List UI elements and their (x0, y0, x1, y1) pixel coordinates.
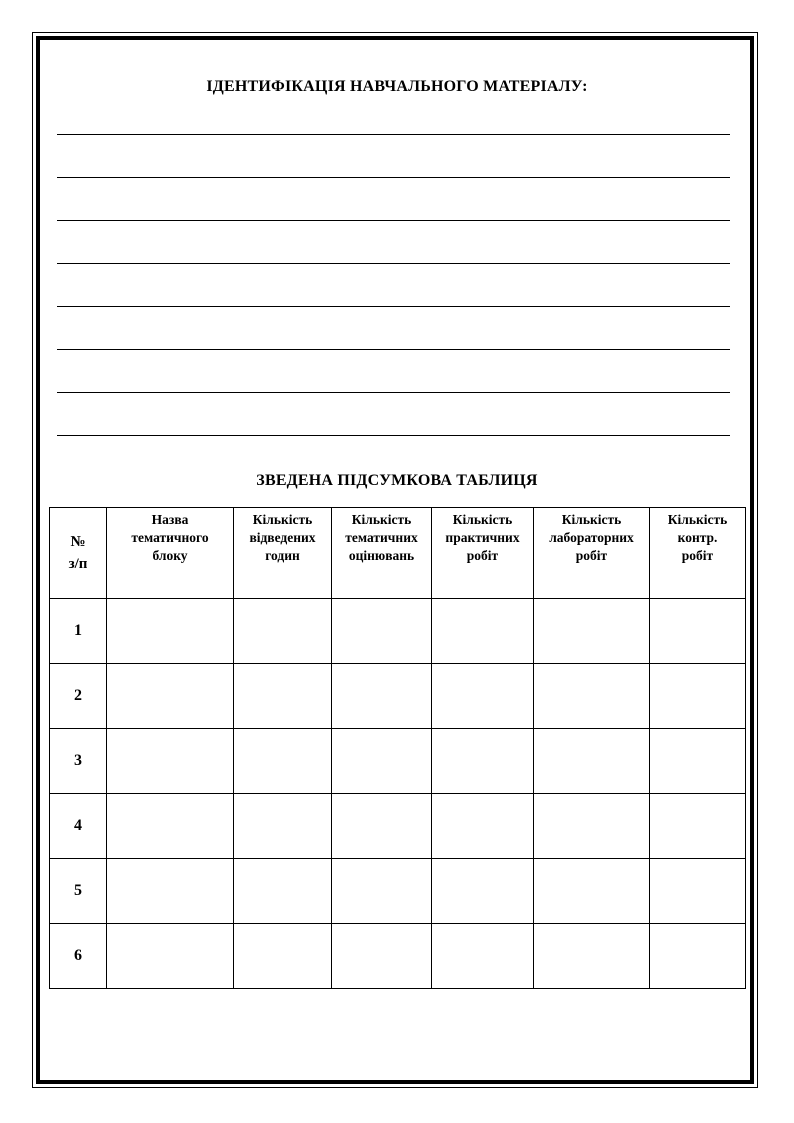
empty-cell[interactable] (234, 599, 332, 664)
empty-cell[interactable] (432, 924, 534, 989)
empty-cell[interactable] (332, 664, 432, 729)
blank-line (57, 392, 730, 393)
empty-cell[interactable] (534, 794, 650, 859)
empty-cell[interactable] (332, 794, 432, 859)
empty-cell[interactable] (432, 794, 534, 859)
table-body (50, 599, 746, 989)
blank-line (57, 220, 730, 221)
empty-cell[interactable] (234, 859, 332, 924)
empty-cell[interactable] (534, 664, 650, 729)
empty-cell[interactable] (107, 859, 234, 924)
column-header-number: № з/п (50, 508, 107, 599)
blank-line (57, 349, 730, 350)
row-number-cell: 4 (50, 794, 107, 859)
blank-line (57, 177, 730, 178)
column-header: Кількість контр. робіт (650, 508, 746, 599)
empty-cell[interactable] (107, 664, 234, 729)
empty-cell[interactable] (650, 794, 746, 859)
empty-cell[interactable] (234, 794, 332, 859)
empty-cell[interactable] (432, 729, 534, 794)
table-header-row (50, 508, 746, 599)
empty-cell[interactable] (650, 924, 746, 989)
blank-line (57, 134, 730, 135)
table-row (50, 664, 746, 729)
row-number-cell: 1 (50, 599, 107, 664)
row-number-cell: 2 (50, 664, 107, 729)
empty-cell[interactable] (650, 729, 746, 794)
empty-cell[interactable] (234, 729, 332, 794)
summary-table (49, 507, 746, 989)
empty-cell[interactable] (332, 859, 432, 924)
empty-cell[interactable] (534, 859, 650, 924)
blank-line (57, 435, 730, 436)
empty-cell[interactable] (650, 599, 746, 664)
empty-cell[interactable] (234, 924, 332, 989)
blank-line (57, 306, 730, 307)
summary-table-title: ЗВЕДЕНА ПІДСУМКОВА ТАБЛИЦЯ (256, 472, 538, 489)
column-header: Назва тематичного блоку (107, 508, 234, 599)
blank-line (57, 263, 730, 264)
empty-cell[interactable] (432, 859, 534, 924)
empty-cell[interactable] (534, 924, 650, 989)
empty-cell[interactable] (650, 859, 746, 924)
identification-title: ІДЕНТИФІКАЦІЯ НАВЧАЛЬНОГО МАТЕРІАЛУ: (206, 78, 588, 95)
empty-cell[interactable] (332, 599, 432, 664)
table-row (50, 794, 746, 859)
empty-cell[interactable] (432, 664, 534, 729)
empty-cell[interactable] (234, 664, 332, 729)
empty-cell[interactable] (107, 599, 234, 664)
empty-cell[interactable] (534, 729, 650, 794)
empty-cell[interactable] (332, 729, 432, 794)
table-row (50, 729, 746, 794)
empty-cell[interactable] (107, 794, 234, 859)
empty-cell[interactable] (332, 924, 432, 989)
table-row (50, 924, 746, 989)
empty-cell[interactable] (107, 729, 234, 794)
empty-cell[interactable] (107, 924, 234, 989)
row-number-cell: 3 (50, 729, 107, 794)
column-header: Кількість практичних робіт (432, 508, 534, 599)
empty-cell[interactable] (650, 664, 746, 729)
table-row (50, 599, 746, 664)
empty-cell[interactable] (432, 599, 534, 664)
row-number-cell: 6 (50, 924, 107, 989)
column-header: Кількість лабораторних робіт (534, 508, 650, 599)
row-number-cell: 5 (50, 859, 107, 924)
empty-cell[interactable] (534, 599, 650, 664)
column-header: Кількість тематичних оцінювань (332, 508, 432, 599)
column-header: Кількість відведених годин (234, 508, 332, 599)
table-row (50, 859, 746, 924)
